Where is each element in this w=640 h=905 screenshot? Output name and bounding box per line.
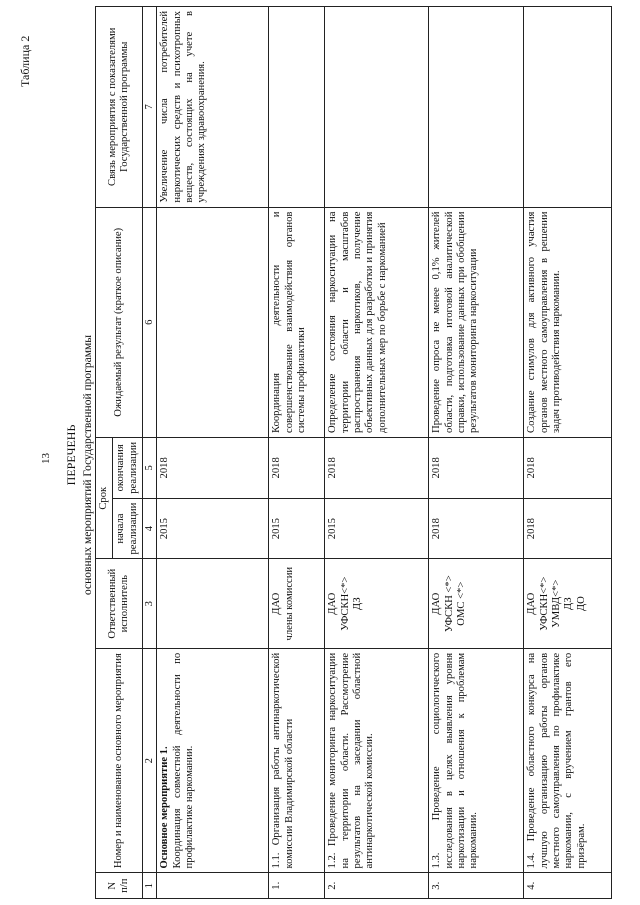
header-result: Ожидаемый результат (краткое описание) xyxy=(96,207,143,437)
executor-item: ДАО xyxy=(431,592,443,615)
row-name: 1.4. Проведение областного конкурса на лучшую организацию работы органов местного самоуправления по профилактике наркомании, с вручением грантов его призёрам. xyxy=(524,648,612,873)
row-name: 1.3. Проведение социологического исследования в целях выявления уровня наркотизации и отношения к проблемам наркомании. xyxy=(429,648,524,873)
table-row xyxy=(429,7,524,899)
row-name: 1.2. Проведение мониторинга наркоситуации на территории области. Рассмотрение результатов на заседании областной антинаркотической комиссии. xyxy=(325,648,429,873)
row-number: 4. xyxy=(524,873,612,899)
row-end: 2018 xyxy=(524,437,612,498)
document-subtitle: основных мероприятий Государственной программы xyxy=(82,335,94,595)
row-number: 3. xyxy=(429,873,524,899)
column-number: 1 xyxy=(143,873,157,899)
row-result: Проведение опроса не менее 0,1% жителей области, подготовка итоговой аналитической справки, использование данных при обобщении результатов мониторинга наркоситуации xyxy=(429,207,524,437)
document-title: ПЕРЕЧЕНЬ xyxy=(64,424,78,486)
activities-table xyxy=(95,6,612,899)
header-end: окончания реализации xyxy=(113,437,143,498)
table-row xyxy=(325,7,429,899)
row-executor xyxy=(269,559,325,648)
row-link xyxy=(269,7,325,208)
table-label: Таблица 2 xyxy=(18,35,32,87)
row-executor xyxy=(157,559,269,648)
row-start: 2015 xyxy=(269,498,325,559)
executor-item: УФСКН<*> xyxy=(339,576,351,631)
column-number: 5 xyxy=(143,437,157,498)
row-start: 2018 xyxy=(524,498,612,559)
row-result: Создание стимулов для активного участия органов местного самоуправления в решении задач противодействия наркомании. xyxy=(524,207,612,437)
column-number: 2 xyxy=(143,648,157,873)
main-activity-text: Координация совместной деятельности по профилактике наркомании. xyxy=(171,652,196,869)
executor-item: ДАО xyxy=(526,592,538,615)
executor-item: УМВД<*> xyxy=(551,579,563,628)
executor-item: УФСКН<*> xyxy=(538,576,550,631)
row-link xyxy=(325,7,429,208)
row-executor xyxy=(325,559,429,648)
row-start: 2015 xyxy=(157,498,269,559)
row-end: 2018 xyxy=(157,437,269,498)
row-end: 2018 xyxy=(269,437,325,498)
executor-item: УФСКН <*> xyxy=(443,575,455,633)
column-number: 6 xyxy=(143,207,157,437)
row-executor xyxy=(524,559,612,648)
header-term: Срок xyxy=(96,437,113,559)
page-number: 13 xyxy=(40,453,52,464)
table-row xyxy=(524,7,612,899)
executor-item: ДЗ xyxy=(563,597,575,611)
header-start: начала реализации xyxy=(113,498,143,559)
row-result xyxy=(157,207,269,437)
column-number: 3 xyxy=(143,559,157,648)
row-start: 2018 xyxy=(429,498,524,559)
executor-item: ОМС <*> xyxy=(456,581,468,626)
column-number: 7 xyxy=(143,7,157,208)
header-link: Связь мероприятия с показателями Государственной программы xyxy=(96,7,143,208)
row-link xyxy=(429,7,524,208)
executor-item: ДО xyxy=(575,596,587,612)
row-end: 2018 xyxy=(429,437,524,498)
row-result: Координация деятельности и совершенствование взаимодействия органов системы профилактики xyxy=(269,207,325,437)
row-number: 1. xyxy=(269,873,325,899)
executor-item: ДАО xyxy=(271,592,283,615)
executor-item: ДЗ xyxy=(352,597,364,611)
header-row xyxy=(96,7,113,899)
row-link xyxy=(524,7,612,208)
table-row xyxy=(269,7,325,899)
row-result: Определение состояния наркоситуации на территории области и масштабов распространения наркотиков, получение объективных данных для разработки и принятия дополнительных мер по борьбе с наркоманией xyxy=(325,207,429,437)
row-name: 1.1. Организация работы антинаркотической комиссии Владимирской области xyxy=(269,648,325,873)
row-executor xyxy=(429,559,524,648)
row-name xyxy=(157,648,269,873)
row-end: 2018 xyxy=(325,437,429,498)
executor-item: члены комиссии xyxy=(283,566,295,641)
column-number: 4 xyxy=(143,498,157,559)
column-numbers-row xyxy=(143,7,157,899)
table-row xyxy=(157,7,269,899)
executor-item: ДАО xyxy=(327,592,339,615)
row-number xyxy=(157,873,269,899)
main-activity-title: Основное мероприятие 1. xyxy=(159,746,171,869)
header-name: Номер и наименование основного мероприятия xyxy=(96,648,143,873)
header-num: N п/п xyxy=(96,873,143,899)
header-executor: Ответственный исполнитель xyxy=(96,559,143,648)
row-start: 2015 xyxy=(325,498,429,559)
row-link: Увеличение числа потребителей наркотических средств и психотропных веществ, состоящих на учете в учреждениях здравоохранения. xyxy=(157,7,269,208)
row-number: 2. xyxy=(325,873,429,899)
